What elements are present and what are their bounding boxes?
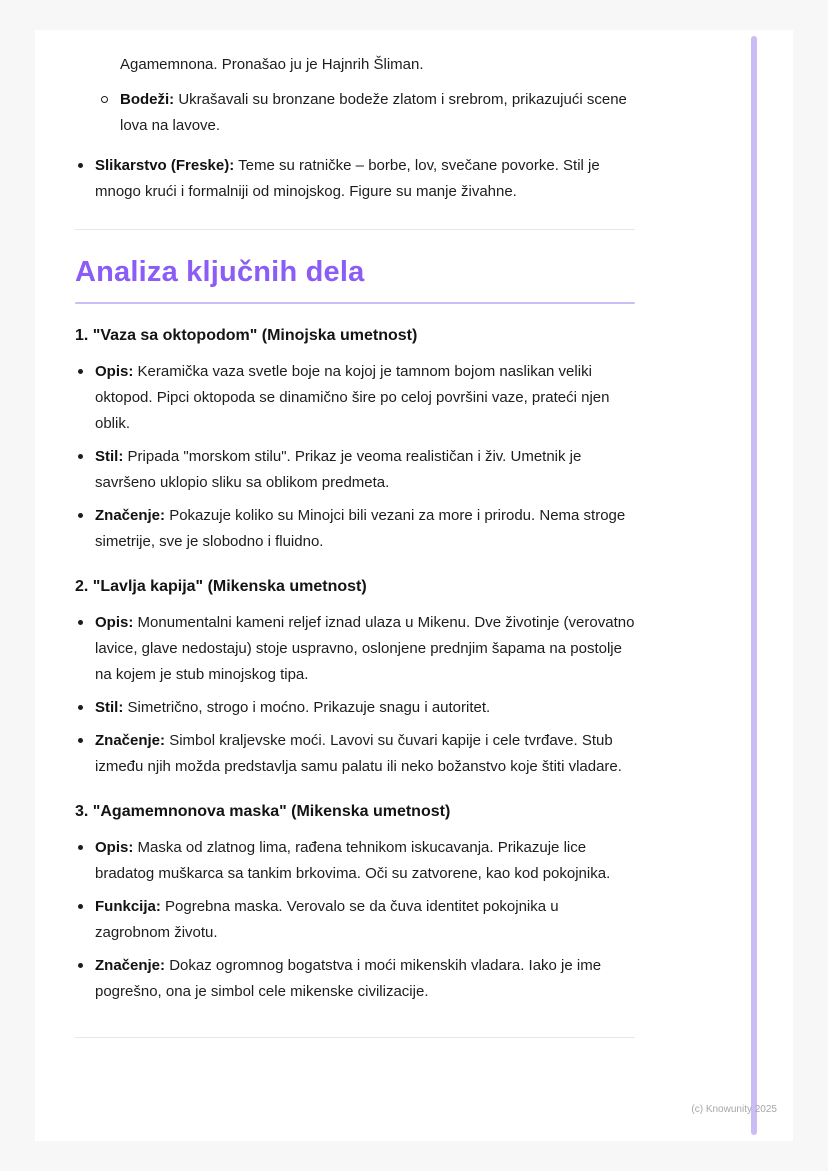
paragraph-continuation: Agamemnona. Pronašao ju je Hajnrih Šliman. [120, 56, 424, 73]
bullet-list [75, 359, 635, 555]
term-text: Pokazuje koliko su Minojci bili vezani za more i prirodu. Nema stroge simetrije, sve je slobodno i fluidno. [95, 507, 626, 550]
term-text: Pripada "morskom stilu". Prikaz je veoma realističan i živ. Umetnik je savršeno uklopio sliku sa oblikom predmeta. [95, 448, 582, 491]
document-content [35, 30, 635, 1039]
list-item [75, 953, 635, 1005]
bullet-list [75, 835, 635, 1005]
list-item [75, 87, 635, 139]
term-label: Stil: [95, 448, 124, 465]
term-text: Maska od zlatnog lima, rađena tehnikom iskucavanja. Prikazuje lice bradatog muškarca sa tankim brkovima. Oči su zatvorene, kao kod pokojnika. [95, 839, 611, 882]
term-label: Stil: [95, 699, 124, 716]
list-item [75, 835, 635, 887]
scrollbar-thumb[interactable] [751, 36, 757, 1135]
term-label: Opis: [95, 839, 134, 856]
list-item [75, 695, 635, 721]
list-item [75, 153, 635, 205]
term-text: Dokaz ogromnog bogatstva i moći mikenskih vladara. Iako je ime pogrešno, ona je simbol cele mikenske civilizacije. [95, 957, 602, 1000]
divider [75, 229, 635, 230]
bullet-list [75, 153, 635, 205]
document-page [35, 30, 793, 1141]
section-heading: Analiza ključnih dela [75, 256, 365, 288]
bullet-list [75, 610, 635, 780]
heading-underline [75, 302, 635, 304]
list-item [75, 503, 635, 555]
term-label: Značenje: [95, 507, 166, 524]
copyright-footer: (c) Knowunity 2025 [691, 1104, 777, 1115]
term-label: Funkcija: [95, 898, 161, 915]
list-item [75, 894, 635, 946]
term-text: Monumentalni kameni reljef iznad ulaza u Mikenu. Dve životinje (verovatno lavice, glave nedostaju) stoje uspravno, oslonjene prednjim šapama na postolje na kojem je stub minojskog tipa. [95, 614, 635, 683]
term-label: Opis: [95, 363, 134, 380]
term-text: Teme su ratničke – borbe, lov, svečane povorke. Stil je mnogo krući i formalniji od minojskog. Figure su manje živahne. [95, 157, 600, 200]
term-text: Simetrično, strogo i moćno. Prikazuje snagu i autoritet. [127, 699, 491, 716]
term-label: Značenje: [95, 732, 166, 749]
work-title: 1. "Vaza sa oktopodom" (Minojska umetnost) [75, 327, 418, 344]
term-label: Značenje: [95, 957, 166, 974]
list-item [75, 444, 635, 496]
sub-bullet-list [75, 87, 635, 139]
term-text: Ukrašavali su bronzane bodeže zlatom i srebrom, prikazujući scene lova na lavove. [120, 91, 627, 134]
term-label: Bodeži: [120, 91, 175, 108]
term-text: Simbol kraljevske moći. Lavovi su čuvari kapije i cele tvrđave. Stub između njih možda predstavlja samu palatu ili neko božanstvo koje štiti vladare. [95, 732, 622, 775]
term-label: Slikarstvo (Freske): [95, 157, 235, 174]
term-label: Opis: [95, 614, 134, 631]
term-text: Pogrebna maska. Verovalo se da čuva identitet pokojnika u zagrobnom životu. [95, 898, 559, 941]
list-item [75, 359, 635, 437]
work-title: 3. "Agamemnonova maska" (Mikenska umetnost) [75, 803, 451, 820]
term-text: Keramička vaza svetle boje na kojoj je tamnom bojom naslikan veliki oktopod. Pipci oktopoda se dinamično šire po celoj površini vaze, prateći njen oblik. [95, 363, 610, 432]
list-item [75, 610, 635, 688]
work-title: 2. "Lavlja kapija" (Mikenska umetnost) [75, 578, 367, 595]
list-item [75, 728, 635, 780]
divider [75, 1037, 635, 1038]
